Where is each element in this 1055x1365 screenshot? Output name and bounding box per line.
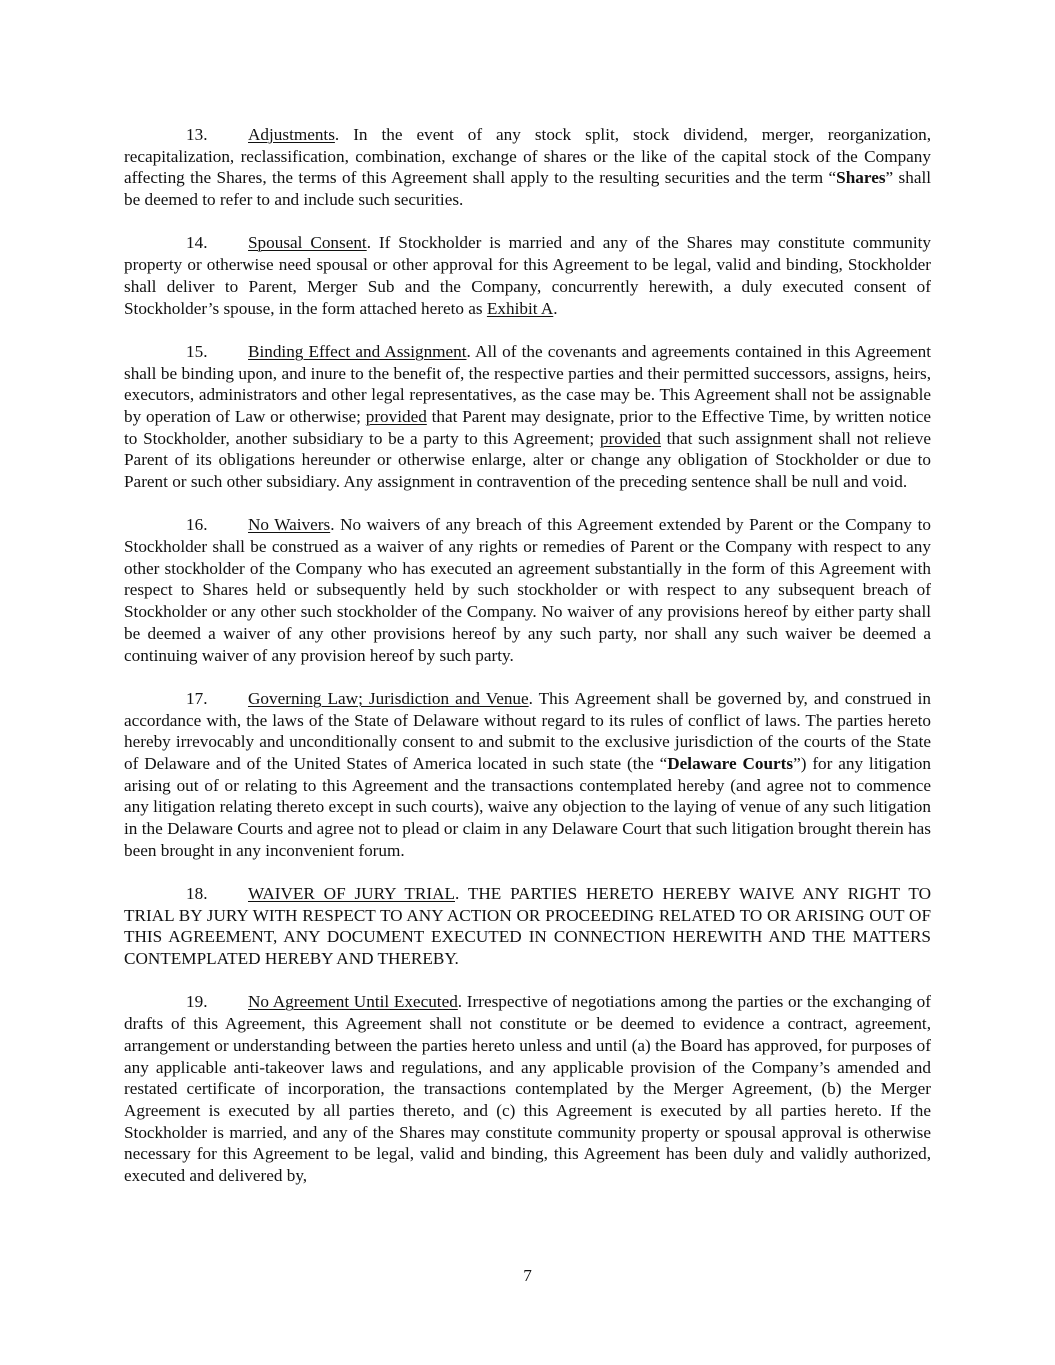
section-heading: Spousal Consent bbox=[248, 233, 367, 253]
section-heading: Binding Effect and Assignment bbox=[248, 341, 467, 361]
section-17 bbox=[124, 688, 931, 862]
section-heading: Adjustments bbox=[248, 125, 335, 144]
section-text: . bbox=[553, 298, 558, 318]
section-number: 18. bbox=[186, 884, 208, 904]
proviso-term: provided bbox=[365, 406, 427, 426]
section-text: . This Agreement shall be governed by, and construed in accordance with, the laws of the State of Delaware without regard to its rules of conflict of laws. The parties hereto hereby irrevocably and unconditionally consent to and submit to the exclusive jurisdiction of the courts of the State of Delaware and of the United States of America located in such state (the “ bbox=[124, 688, 931, 773]
section-heading: No Agreement Until Executed bbox=[248, 992, 458, 1012]
section-18 bbox=[124, 883, 931, 970]
section-text: . If Stockholder is married and any of the Shares may constitute community property or otherwise need spousal or other approval for this Agreement to be legal, valid and binding, Stockholder shall deliver to Parent, Merger Sub and the Company, concurrently herewith, a duly executed consent of Stockholder’s spouse, in the form attached hereto as bbox=[124, 233, 931, 318]
page-number: 7 bbox=[523, 1266, 532, 1285]
defined-term: Delaware Courts bbox=[667, 753, 794, 773]
proviso-term: provided bbox=[599, 428, 661, 448]
section-number: 16. bbox=[186, 515, 208, 535]
section-13 bbox=[124, 124, 931, 211]
section-text: . THE PARTIES HERETO HEREBY WAIVE ANY RIGHT TO TRIAL BY JURY WITH RESPECT TO ANY ACTION OR PROCEEDING RELATED TO OR ARISING OUT OF THIS AGREEMENT, ANY DOCUMENT EXECUTED IN CONNECTION HEREWITH AND THE MATTERS CONTEMPLATED HEREBY AND THEREBY. bbox=[124, 884, 931, 969]
section-heading: WAIVER OF JURY TRIAL bbox=[248, 884, 455, 904]
section-text: that such assignment shall not relieve Parent of its obligations hereunder or otherwise enlarge, alter or change any obligation of Stockholder or due to Parent or such other subsidiary. Any assignment in contravention of the preceding sentence shall be null and void. bbox=[124, 428, 931, 492]
section-number: 19. bbox=[186, 992, 208, 1012]
section-number: 13. bbox=[186, 125, 208, 144]
document-page bbox=[124, 124, 931, 1208]
section-text: . In the event of any stock split, stock dividend, merger, reorganization, recapitalization, reclassification, combination, exchange of shares or the like of the capital stock of the Company affecting the Shares, the terms of this Agreement shall apply to the resulting securities and the term “ bbox=[124, 125, 931, 188]
section-number: 14. bbox=[186, 233, 208, 253]
section-16 bbox=[124, 514, 931, 666]
section-text: that Parent may designate, prior to the Effective Time, by written notice to Stockholder, another subsidiary to be a party to this Agreement; bbox=[124, 406, 931, 448]
section-heading: Governing Law; Jurisdiction and Venue bbox=[248, 688, 529, 708]
section-text: ” shall be deemed to refer to and include such securities. bbox=[124, 168, 932, 210]
section-15 bbox=[124, 341, 931, 493]
section-text: . No waivers of any breach of this Agreement extended by Parent or the Company to Stockholder shall be construed as a waiver of any rights or remedies of Parent or the Company with respect to any other stockholder of the Company who has executed an agreement substantially in the form of this Agreement with respect to Shares held or subsequently held by such stockholder or with respect to any subsequent breach of Stockholder or any other such stockholder of the Company. No waiver of any provisions hereof by either party shall be deemed a waiver of any other provisions hereof by any such party, nor shall any such waiver be deemed a continuing waiver of any provision hereof by such party. bbox=[124, 515, 931, 665]
section-heading: No Waivers bbox=[248, 515, 331, 535]
section-text: . All of the covenants and agreements contained in this Agreement shall be binding upon, and inure to the benefit of, the respective parties and their permitted successors, assigns, heirs, executors, administrators and other legal representatives, as the case may be. This Agreement shall not be assignable by operation of Law or otherwise; bbox=[124, 341, 931, 426]
section-text: ”) for any litigation arising out of or relating to this Agreement and the transactions contemplated hereby (and agree not to commence any litigation relating thereto except in such courts), waive any objection to the laying of venue of any such litigation in the Delaware Courts and agree not to plead or claim in any Delaware Court that such litigation brought therein has been brought in any inconvenient forum. bbox=[124, 753, 931, 860]
exhibit-reference: Exhibit A bbox=[486, 298, 554, 318]
section-number: 17. bbox=[186, 688, 208, 708]
section-number: 15. bbox=[186, 341, 208, 361]
section-14 bbox=[124, 232, 931, 319]
section-text: . Irrespective of negotiations among the parties or the exchanging of drafts of this Agreement, this Agreement shall not constitute or be deemed to evidence a contract, agreement, arrangement or understanding between the parties hereto unless and until (a) the Board has approved, for purposes of any applicable anti-takeover laws and regulations, and any applicable provision of the Company’s amended and restated certificate of incorporation, the transactions contemplated by the Merger Agreement, (b) the Merger Agreement is executed by all parties thereto, and (c) this Agreement is executed by all parties hereto. If the Stockholder is married, and any of the Shares may constitute community property or spousal approval is otherwise necessary for this Agreement to be legal, valid and binding, this Agreement has been duly and validly authorized, executed and delivered by, bbox=[124, 992, 931, 1186]
defined-term: Shares bbox=[836, 168, 886, 188]
section-19 bbox=[124, 991, 931, 1186]
